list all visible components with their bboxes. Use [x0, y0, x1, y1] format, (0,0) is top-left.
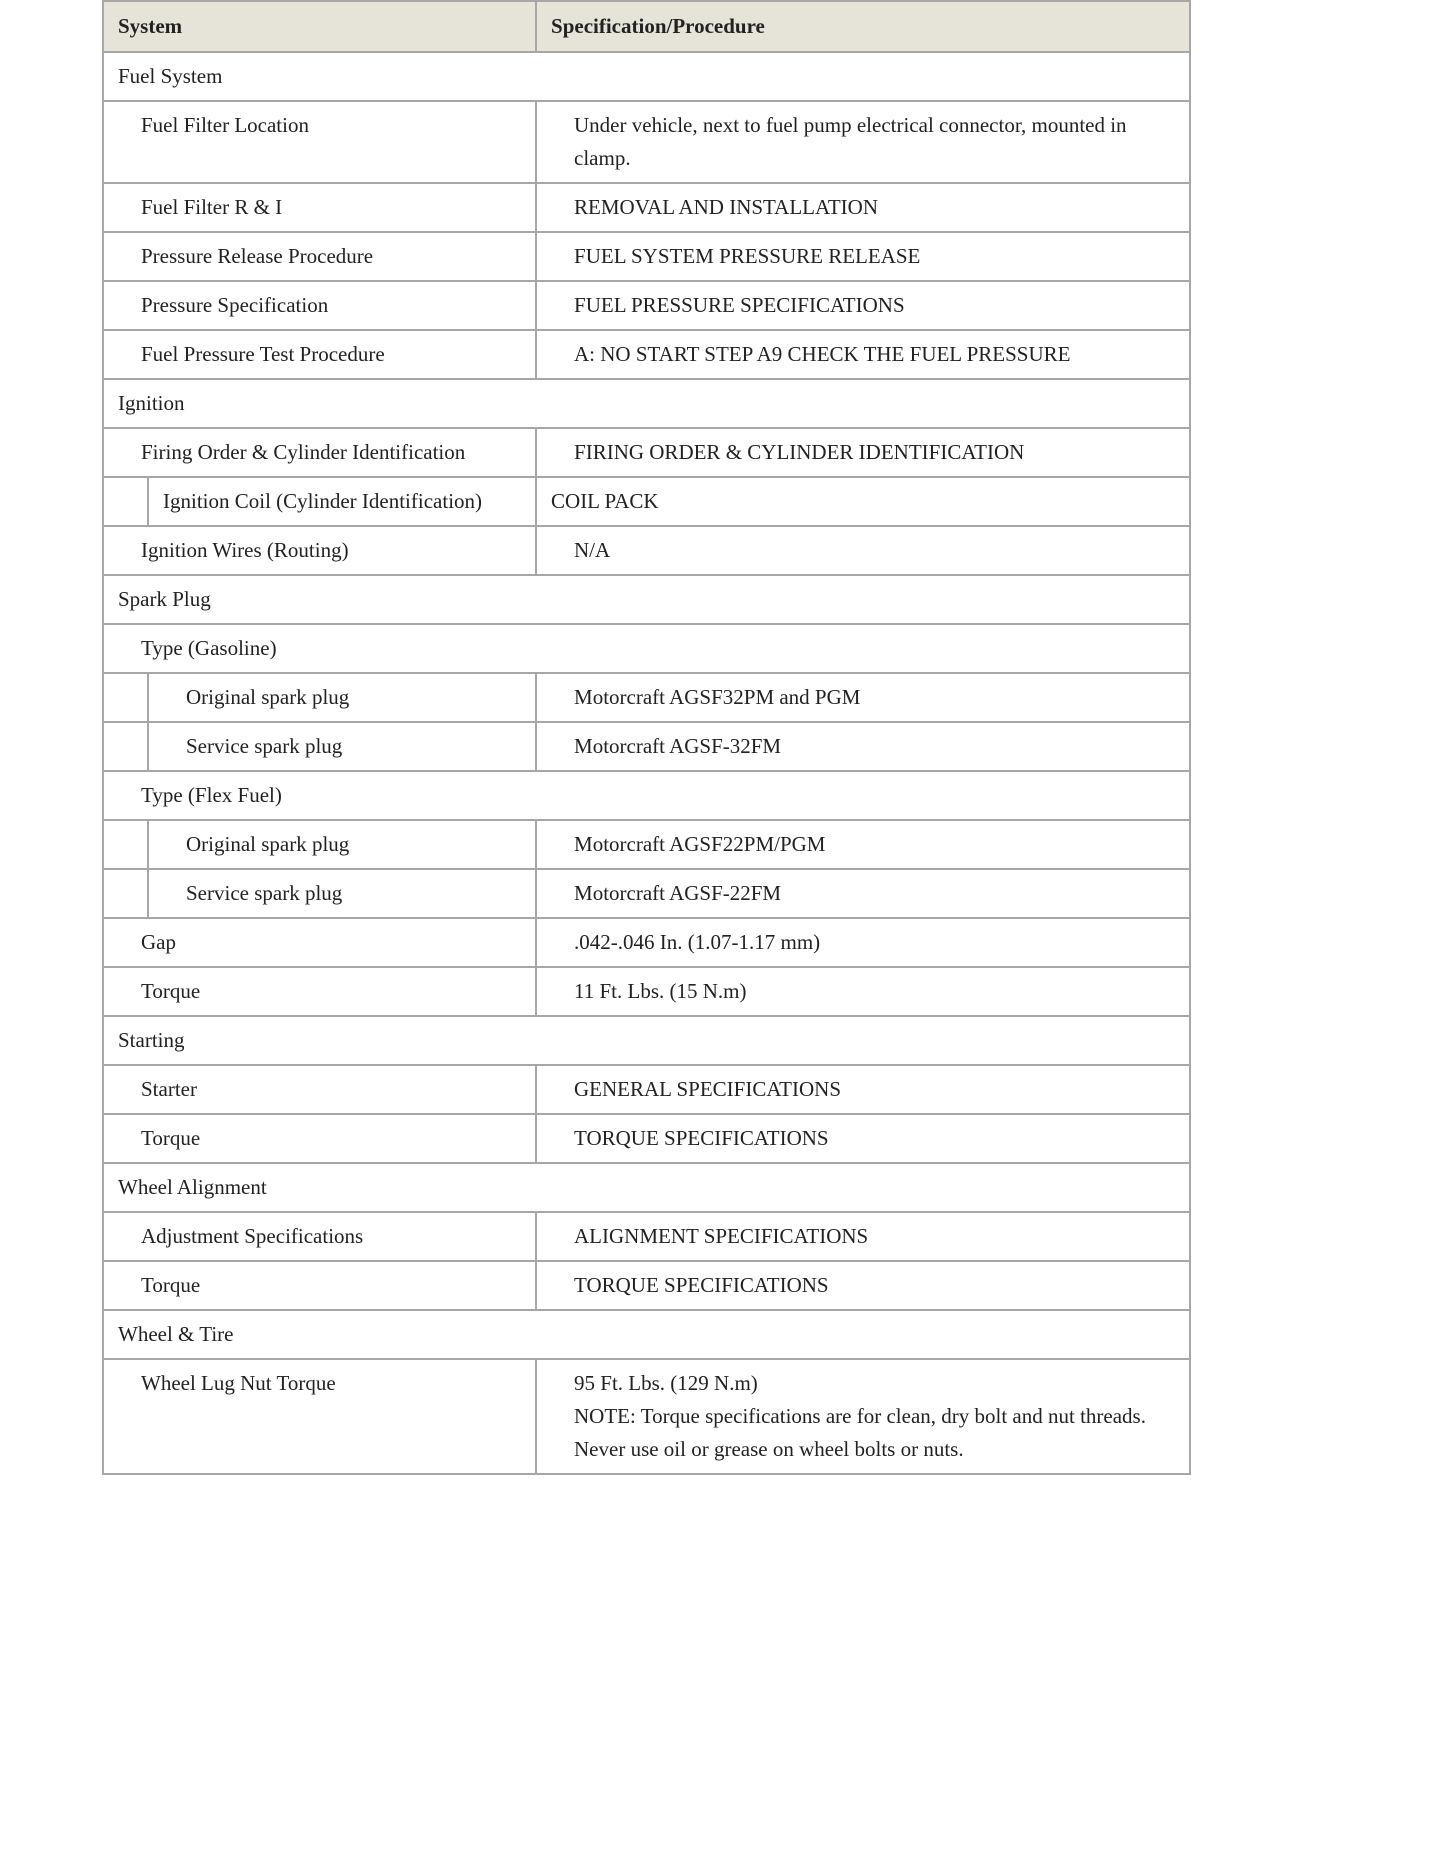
table-row: [103, 918, 1190, 967]
section-row: [103, 1163, 1190, 1212]
spec-text: NOTE: Torque specifications are for clean, dry bolt and nut threads. Never use oil or grease on wheel bolts or nuts.: [574, 1404, 1146, 1461]
system-cell: Torque: [103, 1114, 536, 1163]
system-cell: Ignition Wires (Routing): [103, 526, 536, 575]
spec-cell: [536, 1359, 1190, 1474]
indent-cell: [103, 820, 148, 869]
section-title: Starting: [103, 1016, 1190, 1065]
spec-text: 11 Ft. Lbs. (15 N.m): [574, 979, 747, 1003]
header-specification: Specification/Procedure: [536, 1, 1190, 52]
table-row: [103, 967, 1190, 1016]
section-row: [103, 1310, 1190, 1359]
spec-text: ALIGNMENT SPECIFICATIONS: [574, 1224, 869, 1248]
system-cell: Service spark plug: [148, 869, 536, 918]
indent-cell: [103, 477, 148, 526]
spec-cell: [536, 869, 1190, 918]
table-body: [103, 52, 1190, 1474]
spec-cell: [536, 820, 1190, 869]
spec-text: GENERAL SPECIFICATIONS: [574, 1077, 842, 1101]
spec-text: REMOVAL AND INSTALLATION: [574, 195, 878, 219]
subsection-row: [103, 624, 1190, 673]
system-cell: Pressure Release Procedure: [103, 232, 536, 281]
spec-text: .042-.046 In. (1.07-1.17 mm): [574, 930, 821, 954]
spec-cell: [536, 1065, 1190, 1114]
system-cell: Starter: [103, 1065, 536, 1114]
system-cell: Gap: [103, 918, 536, 967]
system-cell: Service spark plug: [148, 722, 536, 771]
subsection-title: Type (Gasoline): [103, 624, 1190, 673]
spec-cell: [536, 232, 1190, 281]
section-row: [103, 575, 1190, 624]
spec-cell: [536, 1114, 1190, 1163]
system-cell: Fuel Filter R & I: [103, 183, 536, 232]
section-title: Wheel Alignment: [103, 1163, 1190, 1212]
spec-text: TORQUE SPECIFICATIONS: [574, 1273, 829, 1297]
table-row: [103, 1261, 1190, 1310]
system-cell: Original spark plug: [148, 820, 536, 869]
spec-text: FUEL PRESSURE SPECIFICATIONS: [574, 293, 905, 317]
system-cell: Fuel Filter Location: [103, 101, 536, 183]
spec-cell: [536, 918, 1190, 967]
spec-text: Motorcraft AGSF-32FM: [574, 734, 782, 758]
spec-text: Under vehicle, next to fuel pump electrical connector, mounted in clamp.: [574, 113, 1127, 170]
table-row: [103, 101, 1190, 183]
table-row: [103, 428, 1190, 477]
table-row: [103, 183, 1190, 232]
spec-text: Motorcraft AGSF22PM/PGM: [574, 832, 826, 856]
spec-cell: [536, 722, 1190, 771]
table-row: [103, 1114, 1190, 1163]
table-row: [103, 477, 1190, 526]
section-row: [103, 52, 1190, 101]
spec-text: FUEL SYSTEM PRESSURE RELEASE: [574, 244, 921, 268]
spec-cell: [536, 281, 1190, 330]
table-row: [103, 232, 1190, 281]
system-cell: Torque: [103, 967, 536, 1016]
spec-cell: [536, 101, 1190, 183]
spec-cell: [536, 1261, 1190, 1310]
spec-text: FIRING ORDER & CYLINDER IDENTIFICATION: [574, 440, 1025, 464]
system-cell: Torque: [103, 1261, 536, 1310]
spec-text: TORQUE SPECIFICATIONS: [574, 1126, 829, 1150]
system-cell: Fuel Pressure Test Procedure: [103, 330, 536, 379]
table-row: [103, 1065, 1190, 1114]
spec-cell: [536, 330, 1190, 379]
table-row: [103, 673, 1190, 722]
spec-cell: [536, 673, 1190, 722]
system-cell: Original spark plug: [148, 673, 536, 722]
section-title: Fuel System: [103, 52, 1190, 101]
spec-cell: [536, 183, 1190, 232]
subsection-row: [103, 771, 1190, 820]
table-row: [103, 869, 1190, 918]
table-row: [103, 1212, 1190, 1261]
section-title: Ignition: [103, 379, 1190, 428]
indent-cell: [103, 722, 148, 771]
table-row: [103, 526, 1190, 575]
table-row: [103, 1359, 1190, 1474]
indent-cell: [103, 673, 148, 722]
spec-cell: [536, 526, 1190, 575]
spec-cell: [536, 1212, 1190, 1261]
spec-text: A: NO START STEP A9 CHECK THE FUEL PRESSURE: [574, 342, 1071, 366]
table-row: [103, 722, 1190, 771]
table-row: [103, 330, 1190, 379]
table-header-row: [103, 1, 1190, 52]
subsection-title: Type (Flex Fuel): [103, 771, 1190, 820]
section-title: Wheel & Tire: [103, 1310, 1190, 1359]
spec-text: Motorcraft AGSF32PM and PGM: [574, 685, 861, 709]
system-cell: Adjustment Specifications: [103, 1212, 536, 1261]
specification-table: [102, 0, 1191, 1475]
spec-cell: [536, 477, 1190, 526]
table-row: [103, 820, 1190, 869]
indent-cell: [103, 869, 148, 918]
section-row: [103, 379, 1190, 428]
spec-text: COIL PACK: [551, 489, 659, 513]
system-cell: Ignition Coil (Cylinder Identification): [148, 477, 536, 526]
spec-cell: [536, 428, 1190, 477]
spec-text: 95 Ft. Lbs. (129 N.m): [574, 1371, 758, 1395]
section-row: [103, 1016, 1190, 1065]
header-system: System: [103, 1, 536, 52]
system-cell: Pressure Specification: [103, 281, 536, 330]
spec-cell: [536, 967, 1190, 1016]
spec-text: N/A: [574, 538, 611, 562]
section-title: Spark Plug: [103, 575, 1190, 624]
spec-text: Motorcraft AGSF-22FM: [574, 881, 782, 905]
table-row: [103, 281, 1190, 330]
system-cell: Firing Order & Cylinder Identification: [103, 428, 536, 477]
system-cell: Wheel Lug Nut Torque: [103, 1359, 536, 1474]
